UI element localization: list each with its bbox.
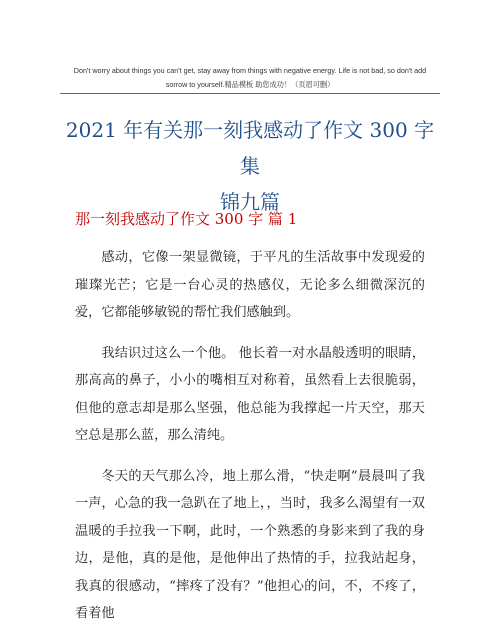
title-line-1: 2021 年有关那一刻我感动了作文 300 字集 bbox=[65, 118, 435, 178]
title-line-2: 锦九篇 bbox=[220, 190, 280, 214]
header-line-1: Don't worry about things you can't get, stay away from things with negative energy. Life is not bad, so don't add bbox=[73, 66, 427, 75]
document-title bbox=[60, 112, 440, 220]
paragraph-3: 冬天的天气那么冷，地上那么滑，“快走啊”晨晨叫了我一声，心急的我一急趴在了地上，，当时，我多么渴望有一双温暖的手拉我一下啊，此时，一个熟悉的身影来到了我的身边，是他，真的是他，是他伸出了热情的手，拉我站起身，我真的很感动，“摔疼了没有？”他担心的问，不，不疼了，看着他 bbox=[75, 468, 425, 621]
article-body bbox=[75, 244, 425, 641]
paragraph-1: 感动，它像一架显微镜，于平凡的生活故事中发现爱的璀璨光芒；它是一台心灵的热感仪，无论多么细微深沉的爱，它都能够敏锐的帮忙我们感触到。 bbox=[75, 250, 425, 320]
header-line-2: sorrow to yourself.精品模板 助您成功！（页眉可删） bbox=[165, 80, 335, 89]
page-header-note bbox=[60, 64, 440, 92]
section-title: 那一刻我感动了作文 300 字 篇 1 bbox=[75, 210, 298, 228]
paragraph-2: 我结识过这么一个他。 他长着一对水晶般透明的眼睛，那高高的鼻子，小小的嘴相互对称着，虽然看上去很脆弱，但他的意志却是那么坚强，他总能为我撑起一片天空，那天空总是那么蓝，那么清纯。 bbox=[75, 345, 425, 443]
header-divider bbox=[60, 93, 440, 94]
